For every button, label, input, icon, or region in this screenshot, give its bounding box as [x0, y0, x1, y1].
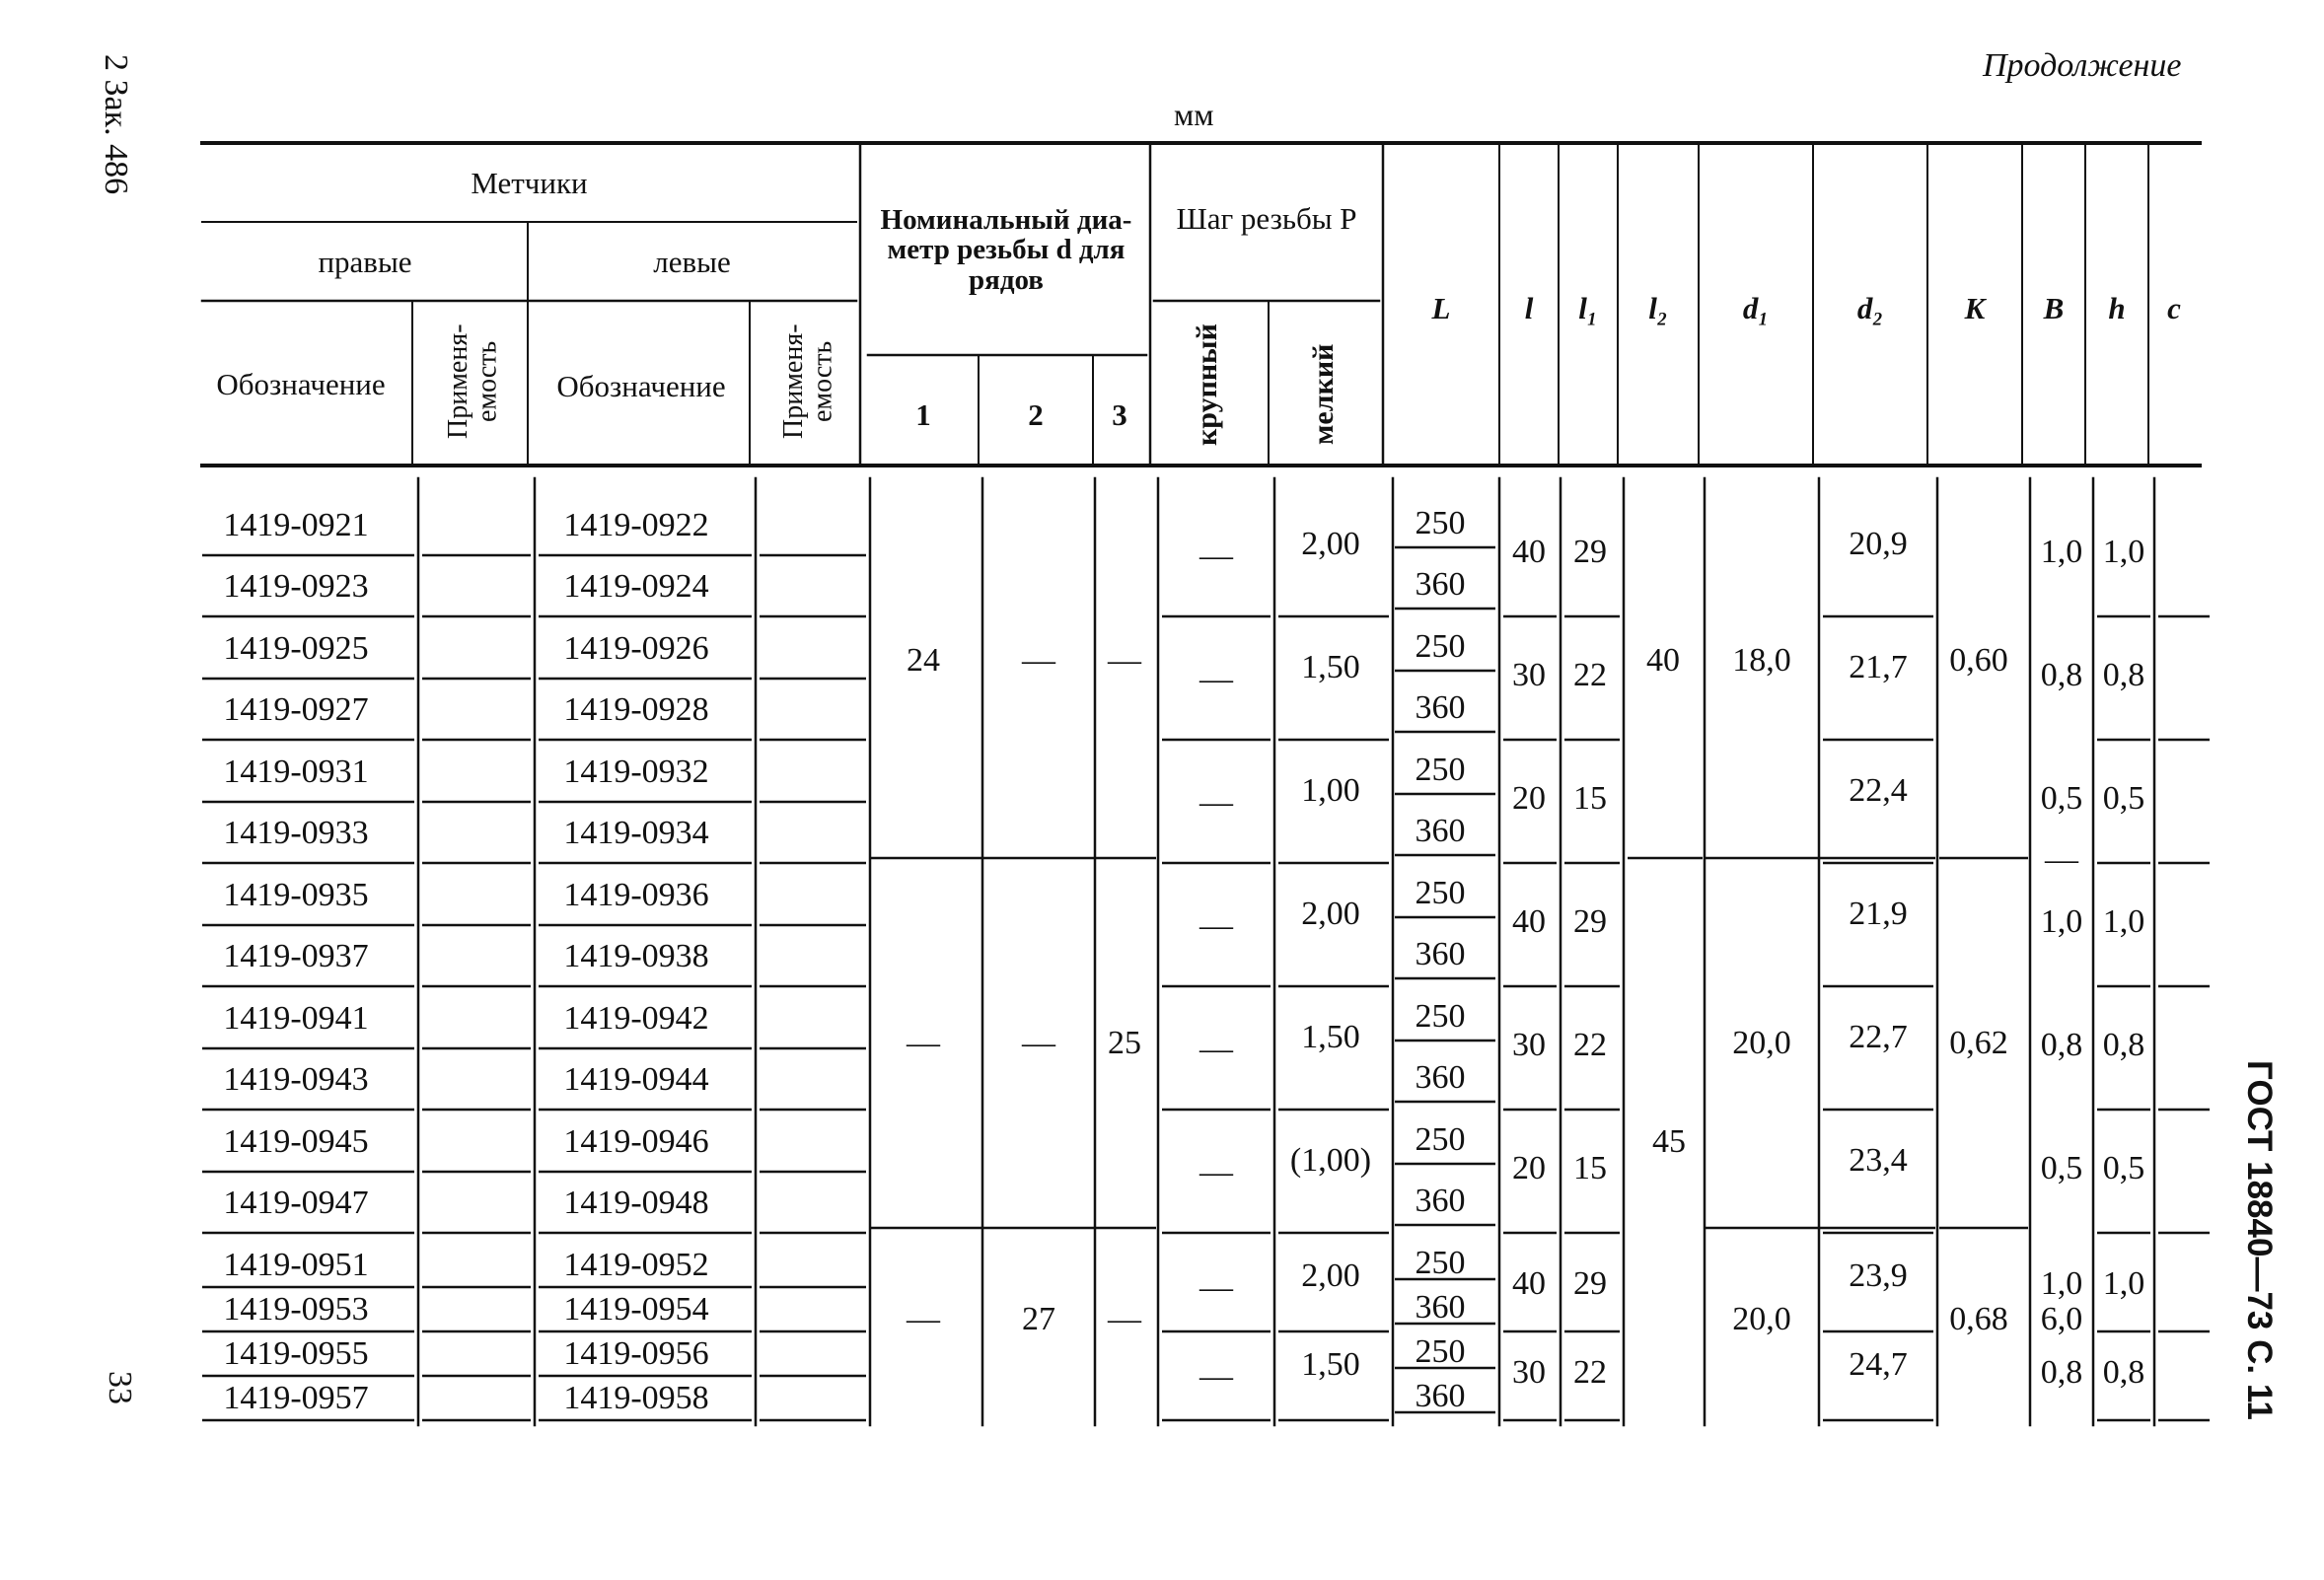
pitch-coarse: — — [1199, 1154, 1233, 1190]
unit-label: мм — [1174, 97, 1214, 132]
pitch-fine: 1,00 — [1301, 772, 1360, 809]
length-l1: 15 — [1573, 780, 1607, 817]
header-d2: d₂ — [1856, 291, 1884, 325]
length-L: 250 — [1415, 1333, 1466, 1370]
chamfer-c: 1,0 — [2102, 534, 2145, 570]
length-l1: 29 — [1573, 1264, 1607, 1302]
standard-label: ГОСТ 18840—73 С. 11 — [2240, 1060, 2279, 1420]
chamfer-c: 1,0 — [2102, 903, 2145, 940]
header-l: l — [1524, 291, 1534, 325]
designation-right: 1419-0931 — [223, 754, 369, 790]
designation-right: 1419-0953 — [223, 1291, 369, 1328]
pitch-fine: 1,50 — [1301, 1019, 1360, 1055]
header-K: K — [1964, 291, 1986, 325]
header-melky: мелкий — [1307, 343, 1340, 446]
length-l2: 40 — [1646, 642, 1680, 679]
diameter-d2: 21,7 — [1849, 649, 1908, 685]
pitch-coarse: — — [1199, 1357, 1233, 1395]
header-nominal-diameter: Номинальный диа-метр резьбы d для рядов — [880, 204, 1132, 296]
designation-left: 1419-0938 — [563, 938, 709, 974]
length-L: 250 — [1415, 628, 1466, 665]
length-L: 360 — [1415, 689, 1466, 726]
pitch-fine: 2,00 — [1301, 526, 1360, 562]
designation-right: 1419-0945 — [223, 1123, 369, 1160]
length-L: 360 — [1415, 1183, 1466, 1219]
diameter-d2: 23,9 — [1849, 1257, 1908, 1294]
pitch-coarse: — — [1199, 907, 1233, 944]
header-primen-right: Применя-емость — [443, 323, 503, 440]
nominal-d-row1: — — [907, 1301, 940, 1337]
length-l1: 29 — [1573, 534, 1607, 570]
pitch-coarse: — — [1199, 1268, 1233, 1306]
length-l1: 22 — [1573, 1027, 1607, 1063]
designation-left: 1419-0948 — [563, 1185, 709, 1221]
length-l2: 45 — [1652, 1123, 1686, 1160]
pitch-fine: 1,50 — [1301, 1345, 1360, 1383]
header-l2: l₂ — [1648, 291, 1668, 325]
nominal-d-row1: — — [907, 1025, 940, 1061]
length-L: 360 — [1415, 813, 1466, 849]
chamfer-c: 0,8 — [2102, 657, 2145, 693]
diameter-d1: 18,0 — [1732, 642, 1791, 679]
chamfer-h: 0,8 — [2040, 1353, 2083, 1391]
designation-right: 1419-0937 — [223, 938, 369, 974]
length-L: 360 — [1415, 936, 1466, 972]
length-L: 360 — [1415, 1289, 1466, 1326]
chamfer-h: 1,0 — [2040, 903, 2083, 940]
pitch-fine: 1,50 — [1301, 649, 1360, 685]
diameter-d2: 20,9 — [1849, 526, 1908, 562]
chamfer-h: 0,8 — [2040, 1027, 2083, 1063]
chamfer-h: 0,5 — [2040, 780, 2083, 817]
continuation-label: Продолжение — [1983, 47, 2182, 84]
designation-left: 1419-0942 — [563, 1000, 709, 1037]
length-l: 40 — [1512, 534, 1546, 570]
chamfer-c: 0,8 — [2102, 1027, 2145, 1063]
width-B: — — [2045, 841, 2078, 878]
designation-left: 1419-0936 — [563, 877, 709, 913]
header-oboznachenie-right: Обозначение — [216, 367, 386, 401]
nominal-d-row2: — — [1022, 642, 1055, 679]
designation-left: 1419-0952 — [563, 1247, 709, 1283]
chamfer-c: 0,5 — [2102, 1150, 2145, 1186]
header-L: L — [1431, 291, 1451, 325]
margin-order-number: 2 Зак. 486 — [98, 54, 134, 195]
length-l: 30 — [1512, 1027, 1546, 1063]
chamfer-c: 1,0 — [2102, 1264, 2145, 1302]
header-oboznachenie-left: Обозначение — [556, 369, 726, 403]
header-row-2: 2 — [1028, 397, 1044, 432]
pitch-coarse: — — [1199, 661, 1233, 697]
designation-left: 1419-0928 — [563, 691, 709, 728]
header-d1: d₁ — [1742, 291, 1770, 325]
pitch-coarse: — — [1199, 784, 1233, 821]
pitch-coarse: — — [1199, 1031, 1233, 1067]
length-l: 40 — [1512, 903, 1546, 940]
pitch-fine: 2,00 — [1301, 1257, 1360, 1294]
header-row-3: 3 — [1112, 397, 1127, 432]
diameter-d1: 20,0 — [1732, 1025, 1791, 1061]
diameter-d1: 20,0 — [1732, 1301, 1791, 1337]
coefficient-K: 0,60 — [1949, 642, 2008, 679]
pitch-fine: 2,00 — [1301, 896, 1360, 932]
header-B: B — [2043, 291, 2065, 325]
margin-page-number: 33 — [102, 1371, 138, 1404]
length-L: 360 — [1415, 566, 1466, 603]
header-primen-left: Применя-емость — [778, 323, 838, 440]
length-L: 250 — [1415, 752, 1466, 788]
length-L: 250 — [1415, 1245, 1466, 1281]
designation-right: 1419-0935 — [223, 877, 369, 913]
nominal-d-row2: 27 — [1022, 1301, 1055, 1337]
designation-right: 1419-0947 — [223, 1185, 369, 1221]
designation-left: 1419-0934 — [563, 815, 709, 851]
length-L: 360 — [1415, 1378, 1466, 1414]
header-pravye: правые — [318, 245, 412, 279]
nominal-d-row1: 24 — [907, 642, 940, 679]
designation-right: 1419-0921 — [223, 507, 369, 543]
length-L: 360 — [1415, 1059, 1466, 1096]
nominal-d-row3: 25 — [1108, 1025, 1141, 1061]
designation-right: 1419-0943 — [223, 1061, 369, 1098]
designation-right: 1419-0925 — [223, 630, 369, 667]
designation-right: 1419-0955 — [223, 1335, 369, 1372]
length-l: 40 — [1512, 1264, 1546, 1302]
width-B: 6,0 — [2040, 1301, 2083, 1337]
header-h: h — [2108, 291, 2126, 325]
header-levye: левые — [653, 245, 731, 279]
chamfer-h: 1,0 — [2040, 1264, 2083, 1302]
chamfer-h: 0,5 — [2040, 1150, 2083, 1186]
designation-right: 1419-0957 — [223, 1380, 369, 1416]
nominal-d-row3: — — [1108, 642, 1141, 679]
chamfer-h: 1,0 — [2040, 534, 2083, 570]
designation-right: 1419-0923 — [223, 568, 369, 605]
length-l1: 22 — [1573, 657, 1607, 693]
designation-right: 1419-0927 — [223, 691, 369, 728]
designation-left: 1419-0956 — [563, 1335, 709, 1372]
length-l1: 15 — [1573, 1150, 1607, 1186]
designation-right: 1419-0941 — [223, 1000, 369, 1037]
pitch-fine: (1,00) — [1289, 1142, 1372, 1179]
diameter-d2: 23,4 — [1849, 1142, 1908, 1179]
length-l: 20 — [1512, 1150, 1546, 1186]
length-L: 250 — [1415, 998, 1466, 1035]
designation-left: 1419-0958 — [563, 1380, 709, 1416]
length-l: 30 — [1512, 657, 1546, 693]
header-row-1: 1 — [915, 397, 931, 432]
chamfer-c: 0,5 — [2102, 780, 2145, 817]
chamfer-c: 0,8 — [2102, 1353, 2145, 1391]
diameter-d2: 22,7 — [1849, 1019, 1908, 1055]
designation-left: 1419-0924 — [563, 568, 709, 605]
length-l1: 29 — [1573, 903, 1607, 940]
designation-right: 1419-0951 — [223, 1247, 369, 1283]
header-metchiki: Метчики — [471, 166, 588, 200]
header-shag: Шаг резьбы P — [1176, 201, 1357, 236]
coefficient-K: 0,68 — [1949, 1301, 2008, 1337]
header-c: c — [2167, 291, 2181, 325]
designation-left: 1419-0932 — [563, 754, 709, 790]
length-L: 250 — [1415, 505, 1466, 541]
header-krupny: крупный — [1191, 323, 1223, 446]
length-L: 250 — [1415, 1121, 1466, 1158]
designation-left: 1419-0926 — [563, 630, 709, 667]
nominal-d-row2: — — [1022, 1025, 1055, 1061]
chamfer-h: 0,8 — [2040, 657, 2083, 693]
length-l: 20 — [1512, 780, 1546, 817]
diameter-d2: 22,4 — [1849, 772, 1908, 809]
header-l1: l₁ — [1578, 291, 1598, 325]
length-l1: 22 — [1573, 1353, 1607, 1391]
coefficient-K: 0,62 — [1949, 1025, 2008, 1061]
designation-left: 1419-0946 — [563, 1123, 709, 1160]
designation-left: 1419-0954 — [563, 1291, 709, 1328]
pitch-coarse: — — [1199, 538, 1233, 574]
nominal-d-row3: — — [1108, 1301, 1141, 1337]
designation-right: 1419-0933 — [223, 815, 369, 851]
diameter-d2: 24,7 — [1849, 1345, 1908, 1383]
designation-left: 1419-0944 — [563, 1061, 709, 1098]
length-L: 250 — [1415, 875, 1466, 911]
diameter-d2: 21,9 — [1849, 896, 1908, 932]
designation-left: 1419-0922 — [563, 507, 709, 543]
length-l: 30 — [1512, 1353, 1546, 1391]
